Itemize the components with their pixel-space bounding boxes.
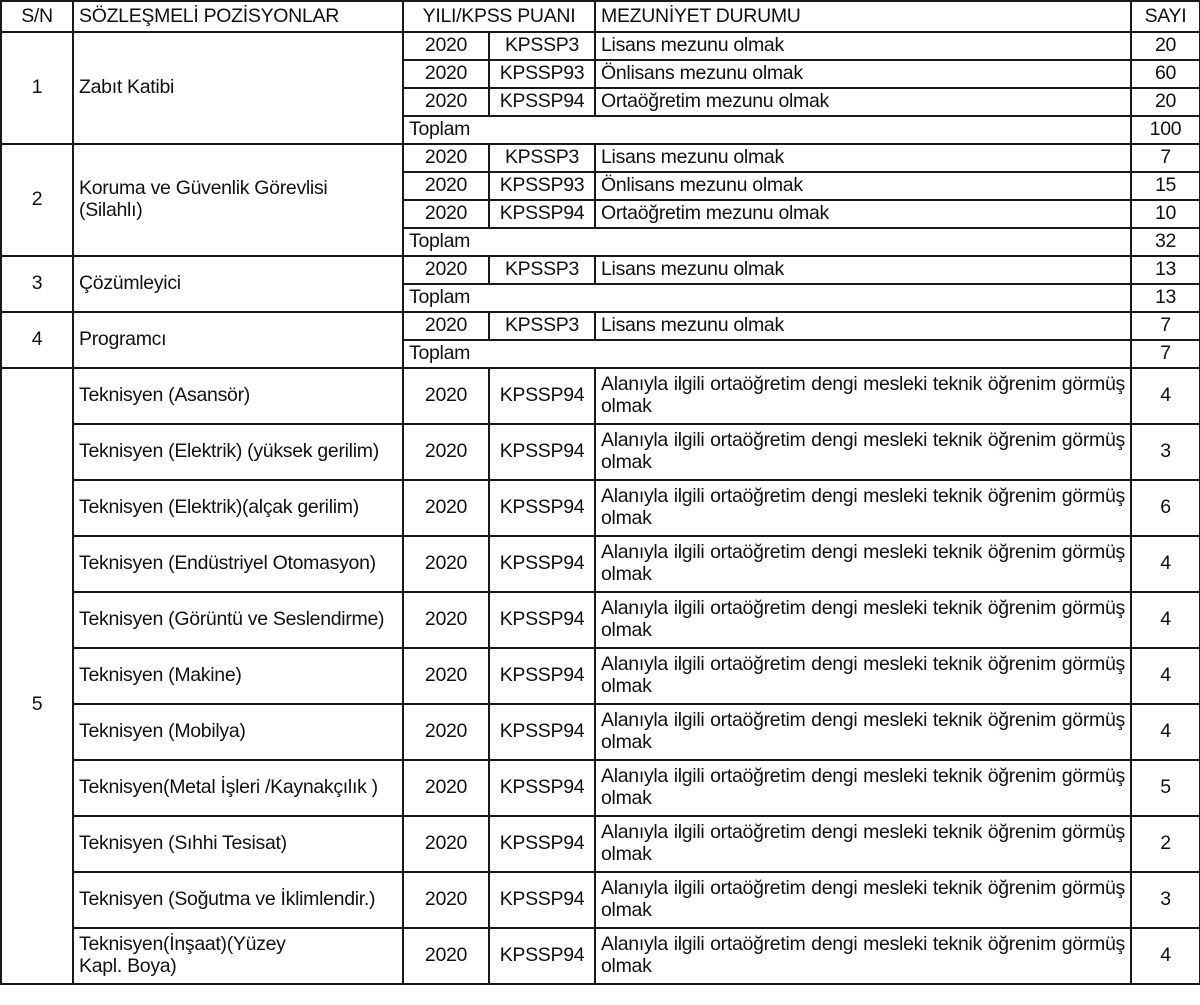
year-cell: 2020 bbox=[403, 144, 489, 172]
kpss-cell: KPSSP94 bbox=[489, 424, 595, 480]
kpss-cell: KPSSP3 bbox=[489, 256, 595, 284]
education-cell: Ortaöğretim mezunu olmak bbox=[595, 200, 1131, 228]
position-cell: Teknisyen (Görüntü ve Seslendirme) bbox=[73, 592, 403, 648]
count-cell: 3 bbox=[1131, 424, 1200, 480]
count-cell: 60 bbox=[1131, 60, 1200, 88]
education-cell: Lisans mezunu olmak bbox=[595, 144, 1131, 172]
total-label: Toplam bbox=[403, 228, 1131, 256]
table-row bbox=[1, 592, 1200, 648]
count-cell: 4 bbox=[1131, 368, 1200, 424]
sn-cell: 2 bbox=[1, 144, 73, 256]
count-cell: 3 bbox=[1131, 872, 1200, 928]
education-cell: Alanıyla ilgili ortaöğretim dengi mesleki teknik öğrenim görmüş olmak bbox=[595, 368, 1131, 424]
table-row bbox=[1, 760, 1200, 816]
table-row bbox=[1, 144, 1200, 172]
header-position: SÖZLEŞMELİ POZİSYONLAR bbox=[73, 1, 403, 32]
kpss-cell: KPSSP93 bbox=[489, 60, 595, 88]
year-cell: 2020 bbox=[403, 704, 489, 760]
header-year-kpss: YILI/KPSS PUANI bbox=[403, 1, 595, 32]
year-cell: 2020 bbox=[403, 760, 489, 816]
kpss-cell: KPSSP94 bbox=[489, 816, 595, 872]
position-cell: Teknisyen(İnşaat)(Yüzey Kapl. Boya) bbox=[73, 928, 403, 984]
year-cell: 2020 bbox=[403, 200, 489, 228]
count-cell: 20 bbox=[1131, 32, 1200, 60]
position-cell: Teknisyen (Mobilya) bbox=[73, 704, 403, 760]
kpss-cell: KPSSP3 bbox=[489, 312, 595, 340]
kpss-cell: KPSSP94 bbox=[489, 872, 595, 928]
year-cell: 2020 bbox=[403, 256, 489, 284]
education-cell: Alanıyla ilgili ortaöğretim dengi mesleki teknik öğrenim görmüş olmak bbox=[595, 872, 1131, 928]
education-cell: Alanıyla ilgili ortaöğretim dengi mesleki teknik öğrenim görmüş olmak bbox=[595, 592, 1131, 648]
count-cell: 4 bbox=[1131, 928, 1200, 984]
position-cell: Teknisyen (Soğutma ve İklimlendir.) bbox=[73, 872, 403, 928]
position-cell: Koruma ve Güvenlik Görevlisi (Silahlı) bbox=[73, 144, 403, 256]
count-cell: 15 bbox=[1131, 172, 1200, 200]
kpss-cell: KPSSP94 bbox=[489, 200, 595, 228]
total-label: Toplam bbox=[403, 284, 1131, 312]
table-row bbox=[1, 872, 1200, 928]
year-cell: 2020 bbox=[403, 60, 489, 88]
position-cell: Teknisyen (Elektrik)(alçak gerilim) bbox=[73, 480, 403, 536]
year-cell: 2020 bbox=[403, 648, 489, 704]
total-count: 32 bbox=[1131, 228, 1200, 256]
count-cell: 10 bbox=[1131, 200, 1200, 228]
total-count: 13 bbox=[1131, 284, 1200, 312]
education-cell: Lisans mezunu olmak bbox=[595, 32, 1131, 60]
education-cell: Ortaöğretim mezunu olmak bbox=[595, 88, 1131, 116]
education-cell: Alanıyla ilgili ortaöğretim dengi mesleki teknik öğrenim görmüş olmak bbox=[595, 480, 1131, 536]
education-cell: Alanıyla ilgili ortaöğretim dengi mesleki teknik öğrenim görmüş olmak bbox=[595, 928, 1131, 984]
year-cell: 2020 bbox=[403, 312, 489, 340]
total-count: 100 bbox=[1131, 116, 1200, 144]
year-cell: 2020 bbox=[403, 928, 489, 984]
table-row bbox=[1, 424, 1200, 480]
sn-cell: 1 bbox=[1, 32, 73, 144]
table-row bbox=[1, 648, 1200, 704]
total-label: Toplam bbox=[403, 116, 1131, 144]
total-count: 7 bbox=[1131, 340, 1200, 368]
table-row bbox=[1, 928, 1200, 984]
kpss-cell: KPSSP94 bbox=[489, 480, 595, 536]
sn-cell: 5 bbox=[1, 368, 73, 984]
year-cell: 2020 bbox=[403, 172, 489, 200]
position-cell: Teknisyen (Sıhhi Tesisat) bbox=[73, 816, 403, 872]
position-cell: Teknisyen (Makine) bbox=[73, 648, 403, 704]
sn-cell: 3 bbox=[1, 256, 73, 312]
count-cell: 4 bbox=[1131, 592, 1200, 648]
kpss-cell: KPSSP94 bbox=[489, 88, 595, 116]
table-row bbox=[1, 312, 1200, 340]
year-cell: 2020 bbox=[403, 368, 489, 424]
position-cell: Teknisyen (Endüstriyel Otomasyon) bbox=[73, 536, 403, 592]
kpss-cell: KPSSP3 bbox=[489, 32, 595, 60]
year-cell: 2020 bbox=[403, 424, 489, 480]
count-cell: 4 bbox=[1131, 704, 1200, 760]
education-cell: Lisans mezunu olmak bbox=[595, 256, 1131, 284]
kpss-cell: KPSSP94 bbox=[489, 760, 595, 816]
count-cell: 4 bbox=[1131, 648, 1200, 704]
table-row bbox=[1, 368, 1200, 424]
count-cell: 13 bbox=[1131, 256, 1200, 284]
count-cell: 7 bbox=[1131, 144, 1200, 172]
header-education: MEZUNİYET DURUMU bbox=[595, 1, 1131, 32]
year-cell: 2020 bbox=[403, 872, 489, 928]
position-cell: Programcı bbox=[73, 312, 403, 368]
education-cell: Alanıyla ilgili ortaöğretim dengi mesleki teknik öğrenim görmüş olmak bbox=[595, 536, 1131, 592]
position-cell: Teknisyen (Elektrik) (yüksek gerilim) bbox=[73, 424, 403, 480]
sn-cell: 4 bbox=[1, 312, 73, 368]
total-label: Toplam bbox=[403, 340, 1131, 368]
count-cell: 7 bbox=[1131, 312, 1200, 340]
education-cell: Önlisans mezunu olmak bbox=[595, 60, 1131, 88]
header-row bbox=[1, 1, 1200, 32]
education-cell: Lisans mezunu olmak bbox=[595, 312, 1131, 340]
count-cell: 6 bbox=[1131, 480, 1200, 536]
position-cell: Teknisyen(Metal İşleri /Kaynakçılık ) bbox=[73, 760, 403, 816]
kpss-cell: KPSSP94 bbox=[489, 592, 595, 648]
kpss-cell: KPSSP94 bbox=[489, 368, 595, 424]
year-cell: 2020 bbox=[403, 32, 489, 60]
kpss-cell: KPSSP94 bbox=[489, 536, 595, 592]
table-row bbox=[1, 32, 1200, 60]
kpss-cell: KPSSP94 bbox=[489, 928, 595, 984]
education-cell: Alanıyla ilgili ortaöğretim dengi mesleki teknik öğrenim görmüş olmak bbox=[595, 816, 1131, 872]
kpss-cell: KPSSP93 bbox=[489, 172, 595, 200]
education-cell: Alanıyla ilgili ortaöğretim dengi mesleki teknik öğrenim görmüş olmak bbox=[595, 704, 1131, 760]
header-sn: S/N bbox=[1, 1, 73, 32]
position-cell: Teknisyen (Asansör) bbox=[73, 368, 403, 424]
kpss-cell: KPSSP94 bbox=[489, 648, 595, 704]
position-cell: Zabıt Katibi bbox=[73, 32, 403, 144]
year-cell: 2020 bbox=[403, 592, 489, 648]
table-row bbox=[1, 704, 1200, 760]
education-cell: Alanıyla ilgili ortaöğretim dengi mesleki teknik öğrenim görmüş olmak bbox=[595, 648, 1131, 704]
count-cell: 5 bbox=[1131, 760, 1200, 816]
year-cell: 2020 bbox=[403, 816, 489, 872]
education-cell: Önlisans mezunu olmak bbox=[595, 172, 1131, 200]
table-row bbox=[1, 536, 1200, 592]
education-cell: Alanıyla ilgili ortaöğretim dengi mesleki teknik öğrenim görmüş olmak bbox=[595, 760, 1131, 816]
year-cell: 2020 bbox=[403, 480, 489, 536]
header-count: SAYI bbox=[1131, 1, 1200, 32]
table-row bbox=[1, 816, 1200, 872]
year-cell: 2020 bbox=[403, 88, 489, 116]
table-row bbox=[1, 256, 1200, 284]
kpss-cell: KPSSP3 bbox=[489, 144, 595, 172]
table-row bbox=[1, 480, 1200, 536]
count-cell: 20 bbox=[1131, 88, 1200, 116]
kpss-cell: KPSSP94 bbox=[489, 704, 595, 760]
education-cell: Alanıyla ilgili ortaöğretim dengi mesleki teknik öğrenim görmüş olmak bbox=[595, 424, 1131, 480]
position-cell: Çözümleyici bbox=[73, 256, 403, 312]
count-cell: 2 bbox=[1131, 816, 1200, 872]
year-cell: 2020 bbox=[403, 536, 489, 592]
count-cell: 4 bbox=[1131, 536, 1200, 592]
